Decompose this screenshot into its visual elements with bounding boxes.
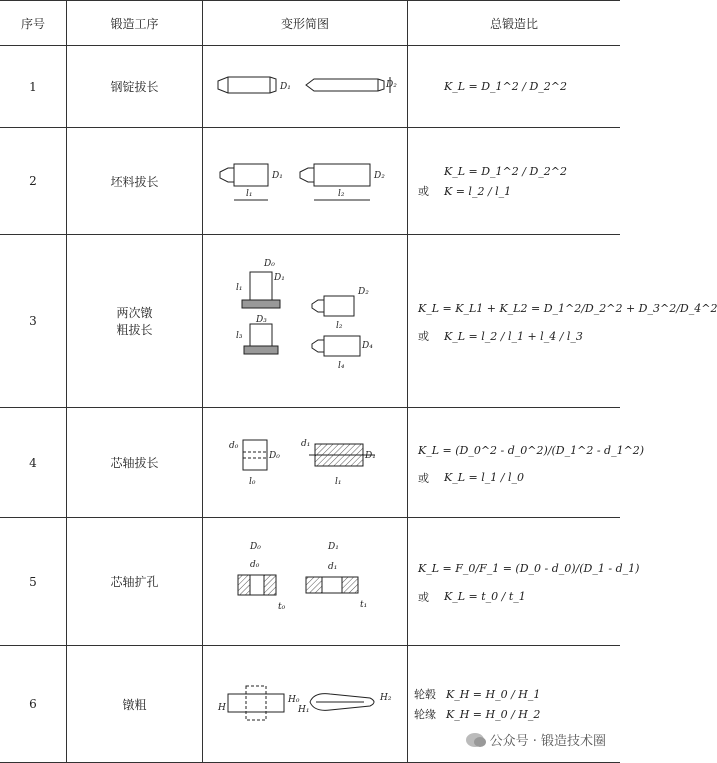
label-d0: d₀: [229, 440, 239, 451]
table-row: [0, 46, 620, 128]
formula-r2a: K_L = D_1^2 / D_2^2: [444, 164, 567, 178]
wechat-icon: [466, 733, 484, 747]
formula-r2b: K = l_2 / l_1: [444, 184, 512, 198]
formula-r6a: K_H = H_0 / H_1: [446, 687, 541, 701]
label-D1: D₁: [365, 450, 376, 461]
row-index: 4: [0, 408, 67, 518]
label-D0: D₀: [250, 541, 261, 552]
hub-label: 轮毂: [414, 688, 436, 701]
billet-drawing-diagram: [210, 144, 400, 214]
label-d0: d₀: [250, 559, 260, 570]
row-index: 1: [0, 46, 67, 128]
or-label: 或: [418, 330, 429, 343]
watermark: [466, 730, 606, 749]
table-row: [0, 518, 620, 646]
deformation-diagram: [203, 235, 408, 408]
label-t1: t₁: [360, 599, 368, 610]
or-label: 或: [418, 471, 429, 485]
row-index: 5: [0, 518, 67, 646]
table-row: [0, 235, 620, 408]
label-t0: t₀: [278, 601, 286, 612]
label-d1: d₁: [328, 561, 338, 572]
formula-r4a: K_L = (D_0^2 - d_0^2)/(D_1^2 - d_1^2): [418, 444, 645, 457]
label-D0: D₀: [264, 259, 275, 269]
ingot-drawing-diagram: [210, 55, 400, 115]
formula-r1: K_L = D_1^2 / D_2^2: [444, 80, 567, 93]
row-index: 6: [0, 646, 67, 763]
formula-line: [418, 77, 620, 97]
label-H1: H₁: [298, 705, 310, 715]
label-D3: D₃: [256, 315, 267, 325]
watermark-text: 公众号 · 锻造技术圈: [489, 734, 606, 749]
ratio-cell: [408, 518, 640, 646]
row-index: 3: [0, 235, 67, 408]
row-process: 芯轴拔长: [67, 408, 203, 518]
header-process: 锻造工序: [67, 1, 203, 46]
label-D1: D₁: [328, 541, 339, 552]
ratio-cell: [408, 128, 621, 235]
label-l0: l₀: [249, 476, 256, 487]
mandrel-drawing-diagram: [215, 426, 395, 496]
label-D1: D₁: [280, 81, 291, 92]
deformation-diagram: [203, 646, 408, 763]
header-ratio: 总锻造比: [408, 1, 621, 46]
label-D2: D₂: [386, 79, 397, 90]
label-l1: l₁: [246, 189, 253, 199]
row-process: 坯料拔长: [67, 128, 203, 235]
label-D4: D₄: [362, 341, 373, 351]
row-index: 2: [0, 128, 67, 235]
table-row: [0, 408, 620, 518]
deformation-diagram: [203, 46, 408, 128]
label-l2: l₂: [336, 321, 343, 331]
label-D2: D₂: [358, 287, 369, 297]
ratio-cell: [408, 408, 645, 518]
formula-r3b: K_L = l_2 / l_1 + l_4 / l_3: [444, 329, 583, 343]
formula-r5a: K_L = F_0/F_1 = (D_0 - d_0)/(D_1 - d_1): [418, 562, 640, 575]
label-l3: l₃: [236, 331, 243, 341]
row-process: 钢锭拔长: [67, 46, 203, 128]
row-process: 两次镦 粗拔长: [67, 235, 203, 408]
or-label: 或: [418, 185, 429, 198]
label-l1: l₁: [335, 476, 342, 487]
label-D2: D₂: [374, 171, 385, 181]
or-label: 或: [418, 590, 429, 604]
label-D1: D₁: [274, 273, 285, 283]
ratio-cell: [408, 235, 717, 408]
header-index: 序号: [0, 1, 67, 46]
label-l1: l₁: [236, 283, 243, 293]
upsetting-diagram: [210, 672, 400, 732]
formula-r3a: K_L = K_L1 + K_L2 = D_1^2/D_2^2 + D_3^2/D_4^2: [418, 301, 717, 315]
formula-r4b: K_L = l_1 / l_0: [444, 471, 524, 484]
table-header-row: [0, 1, 620, 46]
mandrel-expansion-diagram: [220, 535, 390, 625]
ratio-cell: [408, 46, 621, 128]
row-process: 芯轴扩孔: [67, 518, 203, 646]
header-diagram: 变形简图: [203, 1, 408, 46]
deformation-diagram: [203, 128, 408, 235]
row-process: 镦粗: [67, 646, 203, 763]
label-D1: D₁: [272, 171, 283, 181]
label-D0: D₀: [269, 450, 280, 461]
formula-r6b: K_H = H_0 / H_2: [446, 707, 541, 721]
label-H0: H₀: [288, 695, 300, 705]
label-H2: H₂: [380, 693, 392, 703]
label-l2: l₂: [338, 189, 345, 199]
label-H: H: [218, 703, 226, 713]
table-row: [0, 128, 620, 235]
deformation-diagram: [203, 408, 408, 518]
deformation-diagram: [203, 518, 408, 646]
formula-r5b: K_L = t_0 / t_1: [444, 590, 526, 603]
label-d1: d₁: [301, 438, 311, 449]
rim-label: 轮缘: [414, 708, 436, 721]
label-l4: l₄: [338, 361, 345, 371]
double-upset-diagram: [220, 254, 390, 384]
